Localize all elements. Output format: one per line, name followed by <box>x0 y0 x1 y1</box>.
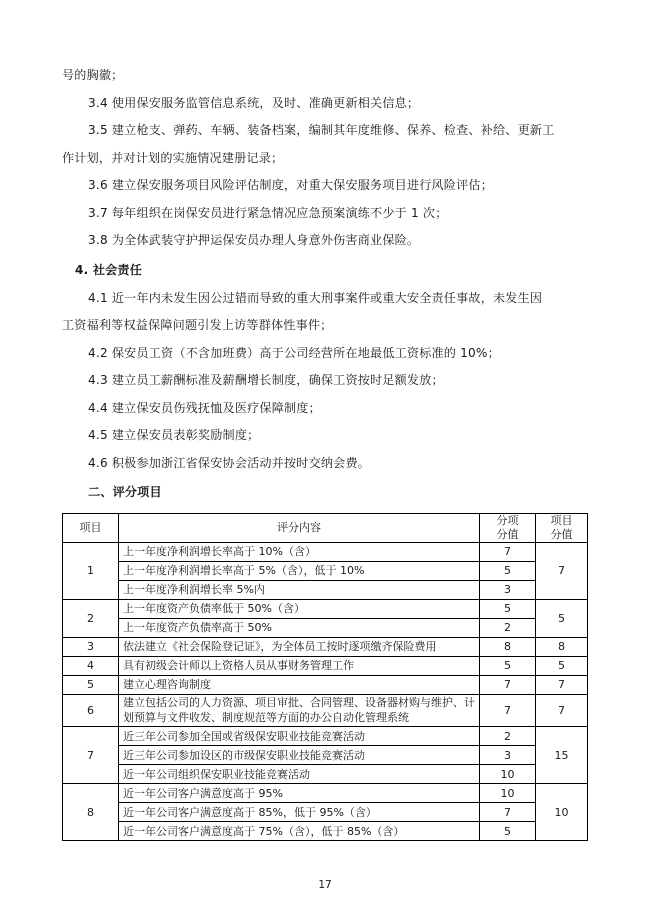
cell-sub-score: 5 <box>480 822 536 841</box>
paragraph: 4.1 近一年内未发生因公过错而导致的重大刑事案件或重大安全责任事故，未发生因 <box>88 290 543 305</box>
cell-description: 上一年度资产负债率低于 50%（含） <box>119 599 480 618</box>
scoring-table <box>62 513 588 841</box>
page-number: 17 <box>318 879 332 891</box>
cell-description: 上一年度净利润增长率高于 10%（含） <box>119 542 480 561</box>
total-score-line1: 项目 <box>550 514 573 527</box>
scoring-section-title: 二、评分项目 <box>88 485 162 499</box>
paragraph: 4.6 积极参加浙江省保安协会活动并按时交纳会费。 <box>88 455 371 470</box>
table-row <box>63 618 588 637</box>
cell-sub-score: 5 <box>480 561 536 580</box>
cell-description: 上一年度资产负债率高于 50% <box>119 618 480 637</box>
cell-sub-score: 7 <box>480 803 536 822</box>
cell-total-score: 8 <box>536 637 588 656</box>
table-row <box>63 784 588 803</box>
cell-description: 建立包括公司的人力资源、项目审批、合同管理、设备器材购与维护、计划预算与文件收发、制度规范等方面的办公自动化管理系统 <box>119 694 480 727</box>
cell-description: 建立心理咨询制度 <box>119 675 480 694</box>
cell-description: 近三年公司参加全国或省级保安职业技能竞赛活动 <box>119 727 480 746</box>
cell-total-score: 7 <box>536 694 588 727</box>
cell-sub-score: 7 <box>480 694 536 727</box>
cell-sub-score: 8 <box>480 637 536 656</box>
cell-sub-score: 3 <box>480 746 536 765</box>
cell-total-score: 10 <box>536 784 588 841</box>
column-header-item: 项目 <box>63 514 119 543</box>
paragraph: 4.4 建立保安员伤残抚恤及医疗保障制度； <box>88 400 321 415</box>
cell-description: 近三年公司参加设区的市级保安职业技能竞赛活动 <box>119 746 480 765</box>
paragraph: 号的胸徽； <box>62 68 124 82</box>
section-heading: 4. 社会责任 <box>75 262 142 277</box>
table-row <box>63 727 588 746</box>
cell-description: 近一年公司客户满意度高于 75%（含），低于 85%（含） <box>119 822 480 841</box>
cell-item: 6 <box>63 694 119 727</box>
cell-sub-score: 2 <box>480 618 536 637</box>
cell-item: 3 <box>63 637 119 656</box>
cell-sub-score: 7 <box>480 542 536 561</box>
cell-sub-score: 3 <box>480 580 536 599</box>
cell-item: 5 <box>63 675 119 694</box>
table-body <box>63 542 588 841</box>
cell-description: 近一年公司组织保安职业技能竞赛活动 <box>119 765 480 784</box>
column-header-description: 评分内容 <box>119 514 480 543</box>
cell-description: 近一年公司客户满意度高于 95% <box>119 784 480 803</box>
cell-total-score: 7 <box>536 675 588 694</box>
column-header-total-score <box>536 514 588 543</box>
cell-total-score: 15 <box>536 727 588 784</box>
table-row <box>63 675 588 694</box>
cell-total-score: 5 <box>536 599 588 637</box>
table-row <box>63 542 588 561</box>
paragraph: 3.7 每年组织在岗保安员进行紧急情况应急预案演练不少于 1 次； <box>88 205 448 220</box>
table-row <box>63 637 588 656</box>
paragraph: 4.2 保安员工资（不含加班费）高于公司经营所在地最低工资标准的 10%； <box>88 345 500 360</box>
table-row <box>63 746 588 765</box>
cell-item: 1 <box>63 542 119 599</box>
paragraph: 作计划，并对计划的实施情况建册记录； <box>62 150 284 165</box>
sub-score-line2: 分值 <box>496 527 519 541</box>
cell-description: 具有初级会计师以上资格人员从事财务管理工作 <box>119 656 480 675</box>
document-content <box>62 62 588 841</box>
table-row <box>63 694 588 727</box>
cell-item: 2 <box>63 599 119 637</box>
cell-description: 近一年公司客户满意度高于 85%，低于 95%（含） <box>119 803 480 822</box>
cell-description: 上一年度净利润增长率高于 5%（含），低于 10% <box>119 561 480 580</box>
cell-total-score: 5 <box>536 656 588 675</box>
paragraph: 3.8 为全体武装守护押运保安员办理人身意外伤害商业保险。 <box>88 233 420 247</box>
paragraph: 4.3 建立员工薪酬标准及薪酬增长制度，确保工资按时足额发放； <box>88 373 444 387</box>
cell-item: 8 <box>63 784 119 841</box>
cell-sub-score: 10 <box>480 784 536 803</box>
cell-item: 7 <box>63 727 119 784</box>
cell-sub-score: 5 <box>480 599 536 618</box>
table-row <box>63 656 588 675</box>
table-row <box>63 803 588 822</box>
table-header-row <box>63 514 588 543</box>
total-score-line2: 分值 <box>550 527 573 541</box>
table-row <box>63 580 588 599</box>
cell-sub-score: 7 <box>480 675 536 694</box>
paragraph: 工资福利等权益保障问题引发上访等群体性事件； <box>62 318 333 332</box>
cell-item: 4 <box>63 656 119 675</box>
table-row <box>63 822 588 841</box>
cell-description: 上一年度净利润增长率 5%内 <box>119 580 480 599</box>
paragraph: 3.5 建立枪支、弹药、车辆、装备档案，编制其年度维修、保养、检查、补给、更新工 <box>88 123 555 137</box>
cell-total-score: 7 <box>536 542 588 599</box>
column-header-sub-score <box>480 514 536 543</box>
table-row <box>63 561 588 580</box>
table-row <box>63 765 588 784</box>
cell-sub-score: 10 <box>480 765 536 784</box>
table-row <box>63 599 588 618</box>
cell-sub-score: 2 <box>480 727 536 746</box>
cell-sub-score: 5 <box>480 656 536 675</box>
sub-score-line1: 分项 <box>496 514 519 527</box>
paragraph: 3.4 使用保安服务监管信息系统，及时、准确更新相关信息； <box>88 95 420 110</box>
paragraph: 4.5 建立保安员表彰奖励制度； <box>88 428 260 442</box>
cell-description: 依法建立《社会保险登记证》，为全体员工按时逐项缴齐保险费用 <box>119 637 480 656</box>
paragraph: 3.6 建立保安服务项目风险评估制度，对重大保安服务项目进行风险评估； <box>88 178 493 192</box>
